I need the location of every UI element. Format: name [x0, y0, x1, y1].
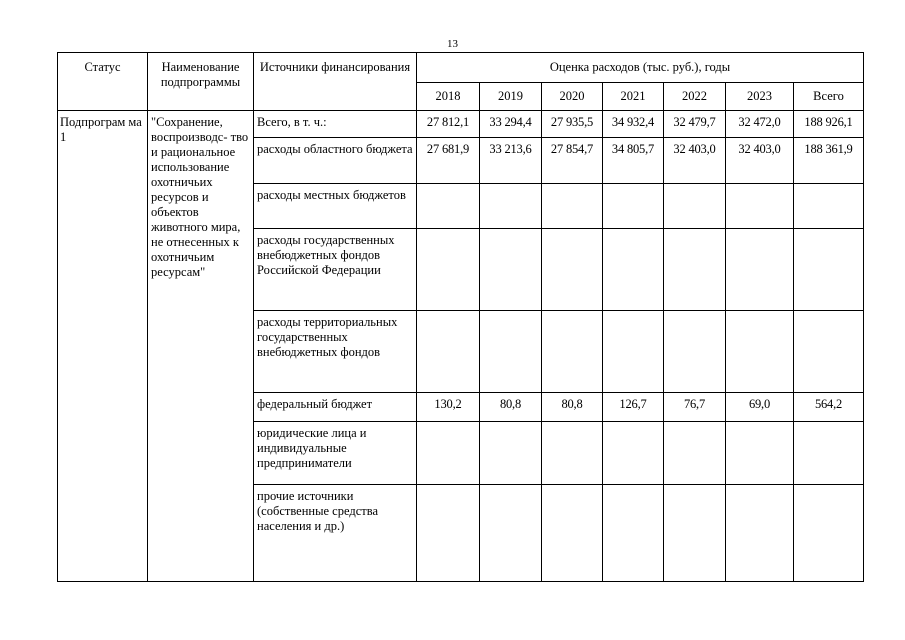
value-cell: 130,2	[417, 393, 480, 422]
value-cell: 27 681,9	[417, 138, 480, 184]
table-row	[58, 111, 864, 138]
value-cell	[480, 422, 542, 485]
year-total: Всего	[794, 83, 864, 111]
value-cell	[417, 229, 480, 311]
page-number: 13	[447, 38, 458, 50]
year-2022: 2022	[664, 83, 726, 111]
value-cell	[542, 311, 603, 393]
value-cell	[794, 311, 864, 393]
value-cell: 32 403,0	[664, 138, 726, 184]
value-cell	[664, 229, 726, 311]
status-cell: Подпрограм ма 1	[58, 111, 148, 582]
value-cell: 69,0	[726, 393, 794, 422]
value-cell: 33 213,6	[480, 138, 542, 184]
value-cell	[794, 422, 864, 485]
value-cell: 32 472,0	[726, 111, 794, 138]
value-cell	[480, 229, 542, 311]
value-cell	[480, 485, 542, 582]
header-sources: Источники финансирования	[254, 53, 417, 111]
value-cell	[603, 184, 664, 229]
source-cell: расходы областного бюджета	[254, 138, 417, 184]
value-cell	[664, 422, 726, 485]
value-cell	[417, 311, 480, 393]
value-cell	[603, 311, 664, 393]
budget-table	[57, 52, 864, 582]
value-cell: 34 932,4	[603, 111, 664, 138]
value-cell	[726, 311, 794, 393]
year-2019: 2019	[480, 83, 542, 111]
value-cell	[542, 422, 603, 485]
header-estimate: Оценка расходов (тыс. руб.), годы	[417, 53, 864, 83]
source-cell: федеральный бюджет	[254, 393, 417, 422]
value-cell	[603, 485, 664, 582]
value-cell: 32 403,0	[726, 138, 794, 184]
value-cell: 76,7	[664, 393, 726, 422]
value-cell: 564,2	[794, 393, 864, 422]
value-cell	[542, 184, 603, 229]
year-2020: 2020	[542, 83, 603, 111]
value-cell: 34 805,7	[603, 138, 664, 184]
value-cell	[417, 422, 480, 485]
value-cell	[664, 184, 726, 229]
subprogram-name-cell: "Сохранение, воспроизводс- тво и рациональное использование охотничьих ресурсов и объектов животного мира, не отнесенных к охотничьим ресурсам"	[148, 111, 254, 582]
year-2023: 2023	[726, 83, 794, 111]
value-cell: 80,8	[542, 393, 603, 422]
source-cell: Всего, в т. ч.:	[254, 111, 417, 138]
value-cell	[542, 229, 603, 311]
value-cell: 27 935,5	[542, 111, 603, 138]
value-cell	[480, 184, 542, 229]
value-cell	[480, 311, 542, 393]
value-cell	[794, 485, 864, 582]
value-cell	[664, 485, 726, 582]
year-2018: 2018	[417, 83, 480, 111]
value-cell	[726, 485, 794, 582]
value-cell: 27 854,7	[542, 138, 603, 184]
value-cell	[726, 184, 794, 229]
value-cell	[726, 229, 794, 311]
value-cell: 27 812,1	[417, 111, 480, 138]
value-cell: 126,7	[603, 393, 664, 422]
value-cell	[794, 184, 864, 229]
source-cell: юридические лица и индивидуальные предприниматели	[254, 422, 417, 485]
value-cell	[542, 485, 603, 582]
value-cell: 188 926,1	[794, 111, 864, 138]
value-cell	[417, 184, 480, 229]
year-2021: 2021	[603, 83, 664, 111]
value-cell	[664, 311, 726, 393]
value-cell: 32 479,7	[664, 111, 726, 138]
source-cell: расходы территориальных государственных внебюджетных фондов	[254, 311, 417, 393]
value-cell	[726, 422, 794, 485]
header-subprogram: Наименование подпрограммы	[148, 53, 254, 111]
value-cell: 33 294,4	[480, 111, 542, 138]
value-cell	[603, 229, 664, 311]
header-row-top	[58, 53, 864, 83]
value-cell	[417, 485, 480, 582]
value-cell	[603, 422, 664, 485]
value-cell	[794, 229, 864, 311]
header-status: Статус	[58, 53, 148, 111]
source-cell: расходы государственных внебюджетных фондов Российской Федерации	[254, 229, 417, 311]
value-cell: 80,8	[480, 393, 542, 422]
source-cell: расходы местных бюджетов	[254, 184, 417, 229]
value-cell: 188 361,9	[794, 138, 864, 184]
source-cell: прочие источники (собственные средства населения и др.)	[254, 485, 417, 582]
